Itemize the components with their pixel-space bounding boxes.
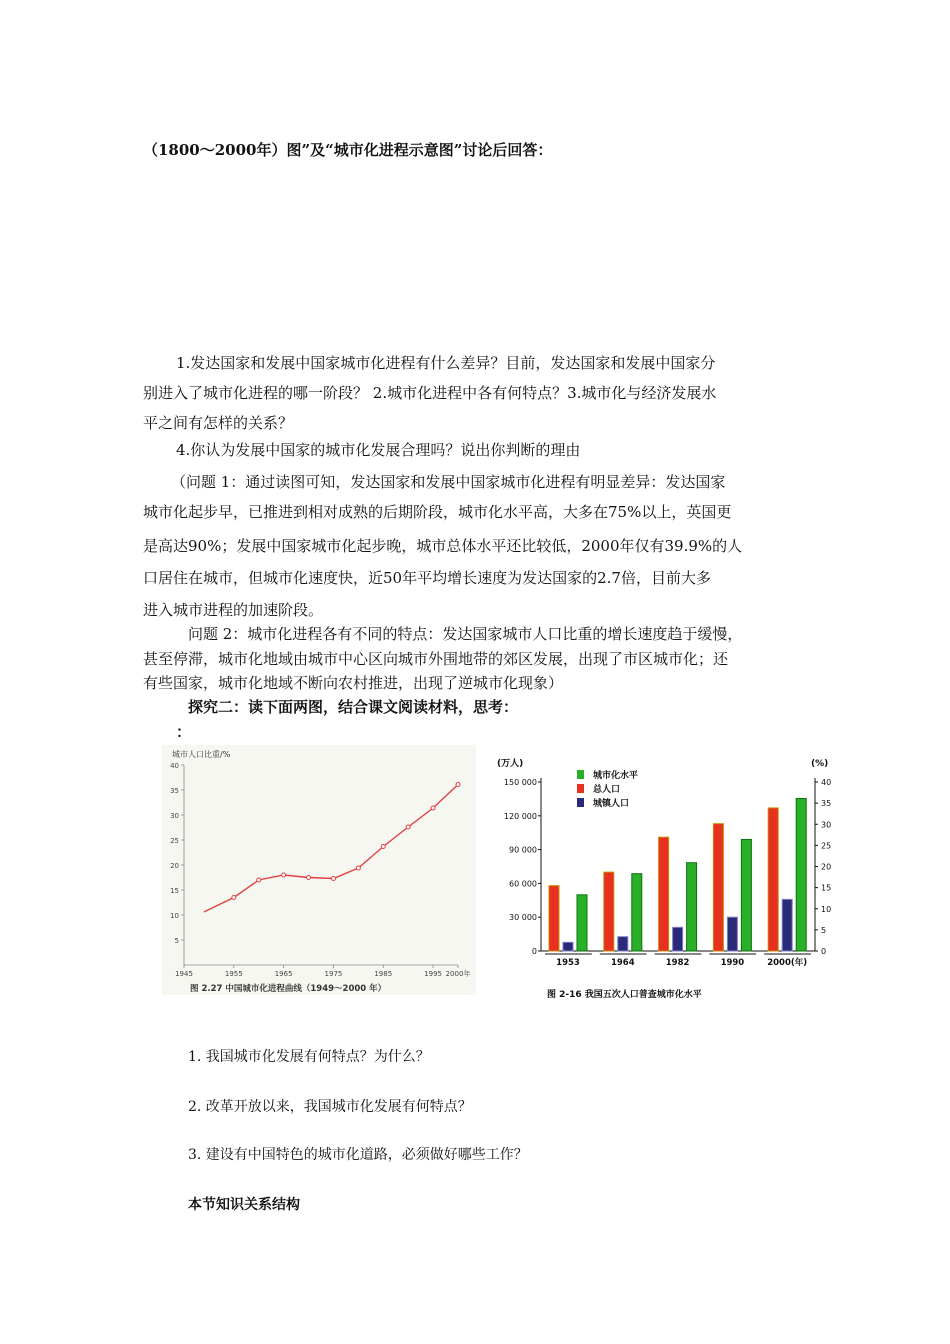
bar-total-population: [549, 886, 559, 951]
figure-caption: 图 2.27 中国城市化进程曲线（1949～2000 年）: [190, 984, 387, 994]
y-tick-label: 30: [170, 812, 179, 820]
right-tick-label: 25: [821, 841, 832, 851]
right-tick-label: 5: [821, 925, 827, 935]
bar-total-population: [713, 824, 723, 951]
line-chart: [162, 745, 476, 995]
right-tick-label: 30: [821, 820, 832, 830]
bar-urban-population: [563, 942, 573, 951]
question-line-4: 4.你认为发展中国家的城市化发展合理吗？说出你判断的理由: [176, 441, 581, 459]
bar-urbanization-level: [577, 895, 587, 951]
left-tick-label: 60 000: [509, 879, 537, 889]
category-label: 1982: [665, 958, 690, 968]
explore-heading: 探究二：读下面两图，结合课文阅读材料，思考：: [188, 698, 519, 716]
series-line: [204, 785, 458, 913]
right-tick-label: 10: [821, 904, 832, 914]
left-tick-label: 120 000: [503, 811, 537, 821]
category-label: 2000(年): [767, 958, 808, 968]
bar-urbanization-level: [796, 798, 806, 951]
colon-mark: ：: [176, 723, 192, 741]
question-line-3: 平之间有怎样的关系？: [143, 414, 294, 432]
left-tick-label: 30 000: [509, 913, 537, 923]
answer1-line-5: 进入城市进程的加速阶段。: [143, 601, 324, 619]
right-tick-label: 0: [821, 947, 827, 956]
y-axis-label: 城市人口比重/%: [172, 750, 231, 759]
answer1-line-3: 是高达90%；发展中国家城市化起步晚，城市总体水平还比较低，2000年仅有39.9%的人: [143, 537, 743, 555]
y-tick-label: 40: [170, 762, 179, 770]
question-line-1: 1.发达国家和发展中国家城市化进程有什么差异？目前，发达国家和发展中国家分: [176, 354, 716, 372]
chart-question-3: 3. 建设有中国特色的城市化道路，必须做好哪些工作？: [188, 1147, 528, 1163]
data-point: [282, 873, 286, 877]
left-tick-label: 150 000: [503, 778, 537, 787]
x-tick-label: 1965: [274, 970, 293, 978]
bar-chart: [495, 752, 845, 1002]
data-point: [307, 876, 311, 880]
y-tick-label: 10: [170, 912, 179, 920]
right-tick-label: 35: [821, 799, 832, 809]
category-label: 1964: [610, 958, 635, 968]
bar-urban-population: [673, 927, 683, 951]
figure-caption: 图 2-16 我国五次人口普查城市化水平: [547, 990, 702, 1000]
question-line-2: 别进入了城市化进程的哪一阶段？ 2.城市化进程中各有何特点？3.城市化与经济发展水: [143, 384, 717, 402]
data-point: [356, 866, 360, 870]
legend-label: 城镇人口: [593, 799, 630, 809]
data-point: [406, 825, 410, 829]
bar-chart-figure: [495, 752, 845, 1002]
answer2-line-2: 甚至停滞，城市化地域由城市中心区向城市外围地带的郊区发展，出现了市区城市化；还: [143, 650, 729, 668]
legend-label: 城市化水平: [593, 771, 639, 781]
y-tick-label: 5: [174, 937, 179, 945]
answer1-line-1: （问题 1：通过读图可知，发达国家和发展中国家城市化进程有明显差异：发达国家: [171, 473, 726, 491]
right-tick-label: 15: [821, 883, 832, 893]
x-tick-label: 1995: [424, 970, 443, 978]
y-tick-label: 35: [170, 787, 179, 795]
y-tick-label: 15: [170, 887, 179, 895]
y-tick-label: 25: [170, 837, 179, 845]
category-label: 1990: [720, 958, 745, 968]
x-tick-label: 1985: [374, 970, 393, 978]
answer2-line-3: 有些国家，城市化地域不断向农村推进，出现了逆城市化现象）: [143, 674, 564, 692]
answer1-line-2: 城市化起步早，已推进到相对成熟的后期阶段，城市化水平高，大多在75%以上，英国更: [143, 503, 732, 521]
data-point: [331, 877, 335, 881]
right-tick-label: 40: [821, 778, 832, 787]
answer2-line-1: 问题 2：城市化进程各有不同的特点：发达国家城市人口比重的增长速度趋于缓慢，: [188, 625, 743, 643]
left-tick-label: 0: [531, 947, 537, 956]
bar-urban-population: [727, 917, 737, 951]
data-point: [381, 845, 385, 849]
intro-line: （1800～2000年）图”及“城市化进程示意图”讨论后回答：: [143, 141, 553, 159]
left-tick-label: 90 000: [509, 845, 537, 855]
bar-total-population: [768, 808, 778, 951]
bar-urbanization-level: [741, 839, 751, 951]
bar-urbanization-level: [687, 863, 697, 951]
section-title: 本节知识关系结构: [188, 1197, 300, 1213]
chart-question-1: 1. 我国城市化发展有何特点？为什么？: [188, 1049, 430, 1065]
line-chart-figure: [162, 745, 476, 995]
bar-total-population: [659, 837, 669, 951]
x-tick-label: 2000年: [445, 970, 471, 978]
right-tick-label: 20: [821, 862, 832, 872]
data-point: [431, 806, 435, 810]
x-tick-label: 1955: [224, 970, 243, 978]
left-unit: (万人): [497, 759, 524, 769]
legend-label: 总人口: [593, 785, 621, 795]
legend-swatch: [577, 770, 584, 779]
data-point: [456, 783, 460, 787]
chart-question-2: 2. 改革开放以来，我国城市化发展有何特点？: [188, 1099, 472, 1115]
bar-total-population: [604, 872, 614, 951]
y-tick-label: 20: [170, 862, 179, 870]
data-point: [232, 896, 236, 900]
data-point: [257, 878, 261, 882]
legend-swatch: [577, 798, 584, 807]
bar-urbanization-level: [632, 874, 642, 951]
bar-urban-population: [618, 937, 628, 951]
x-tick-label: 1975: [324, 970, 343, 978]
x-tick-label: 1945: [175, 970, 193, 978]
answer1-line-4: 口居住在城市，但城市化速度快，近50年平均增长速度为发达国家的2.7倍，目前大多: [143, 569, 711, 587]
category-label: 1953: [556, 958, 580, 968]
right-unit: (%): [811, 759, 829, 769]
bar-urban-population: [782, 899, 792, 951]
legend-swatch: [577, 784, 584, 793]
